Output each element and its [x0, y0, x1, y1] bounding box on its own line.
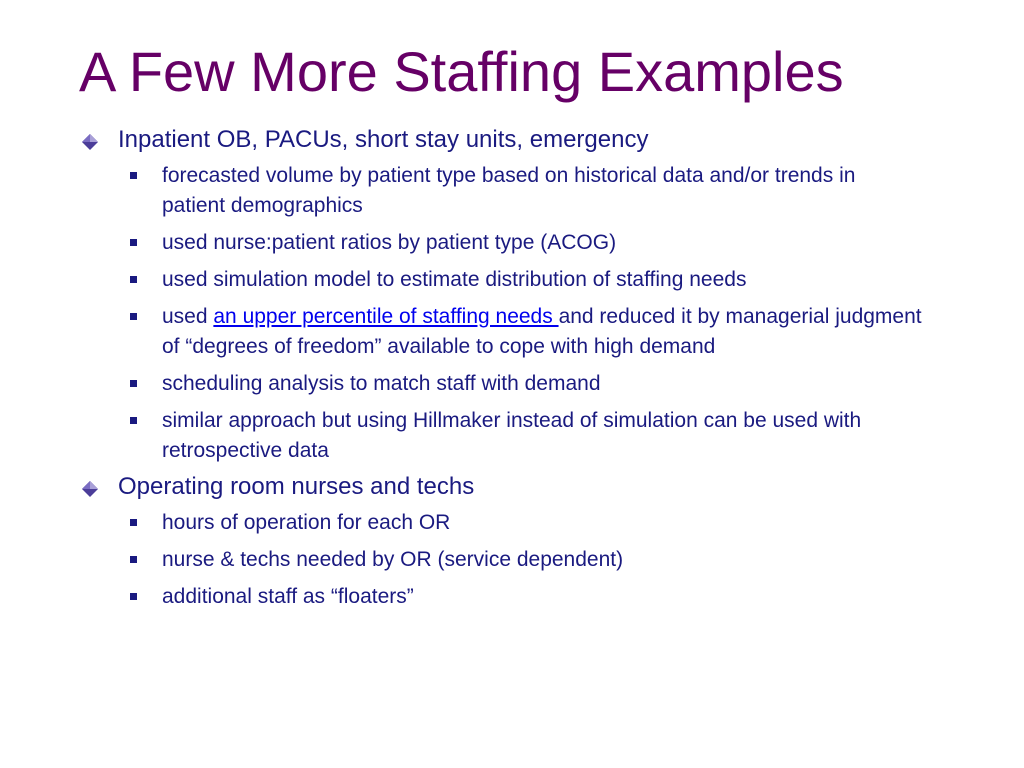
- slide-title: A Few More Staffing Examples: [79, 40, 844, 103]
- list-item-text: forecasted volume by patient type based on historical data and/or trends in patient demographics: [162, 163, 856, 217]
- list-item-text: used nurse:patient ratios by patient type (ACOG): [162, 230, 617, 254]
- list-item: [82, 369, 922, 399]
- bullet-level1: [82, 473, 922, 502]
- square-bullet-icon: [130, 593, 137, 600]
- square-bullet-icon: [130, 172, 137, 179]
- section-heading: Inpatient OB, PACUs, short stay units, emergency: [118, 126, 649, 153]
- list-item-text: similar approach but using Hillmaker instead of simulation can be used with retrospective data: [162, 408, 862, 462]
- square-bullet-icon: [130, 417, 137, 424]
- list-item: [82, 161, 922, 221]
- percentile-link[interactable]: an upper percentile of staffing needs: [213, 304, 559, 328]
- section-heading: Operating room nurses and techs: [118, 472, 475, 500]
- list-item: [82, 265, 922, 295]
- list-item-text: nurse & techs needed by OR (service dependent): [162, 547, 624, 571]
- list-item: [82, 302, 922, 362]
- square-bullet-icon: [130, 276, 137, 283]
- square-bullet-icon: [130, 519, 137, 526]
- square-bullet-icon: [130, 556, 137, 563]
- list-item-text-after: and reduced it by managerial judgment of “degrees of freedom” available to cope with high demand: [162, 304, 922, 358]
- list-item-text: scheduling analysis to match staff with demand: [162, 371, 601, 395]
- bullet-level1: [82, 126, 922, 155]
- diamond-bullet-icon: [82, 481, 98, 497]
- square-bullet-icon: [130, 380, 137, 387]
- list-item-text-before: used: [162, 304, 214, 328]
- list-item-text: hours of operation for each OR: [162, 510, 451, 534]
- square-bullet-icon: [130, 239, 137, 246]
- square-bullet-icon: [130, 313, 137, 320]
- sub-bullet-list: [82, 161, 922, 466]
- list-item: [82, 228, 922, 258]
- diamond-bullet-icon: [82, 134, 98, 150]
- list-item: [82, 508, 922, 538]
- sub-bullet-list: [82, 508, 922, 612]
- list-item: [82, 545, 922, 575]
- list-item-text: additional staff as “floaters”: [162, 584, 414, 608]
- slide-body: [82, 126, 922, 619]
- list-item: [82, 582, 922, 612]
- list-item-text: used simulation model to estimate distribution of staffing needs: [162, 267, 747, 291]
- list-item: [82, 406, 922, 466]
